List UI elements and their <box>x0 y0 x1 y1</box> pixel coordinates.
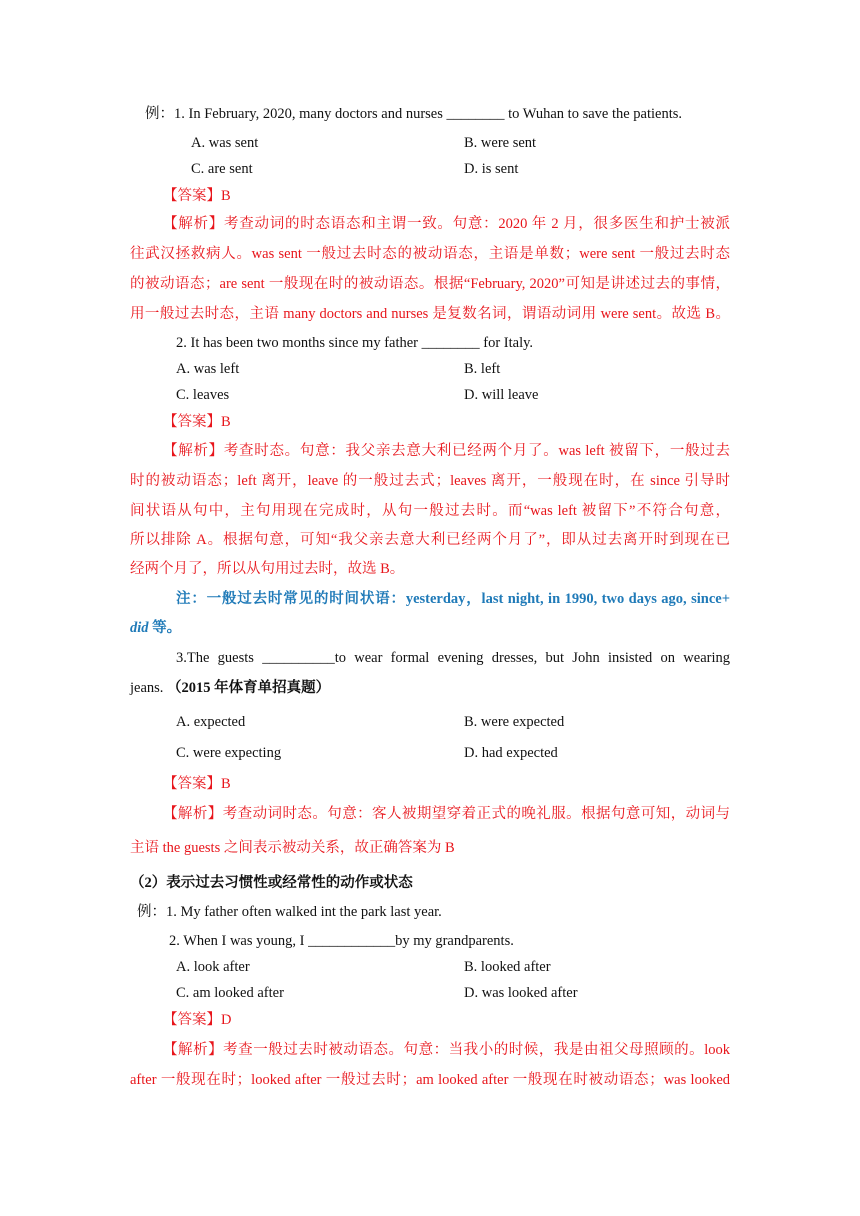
q2-stem: 2. It has been two months since my father ________ for Italy. <box>176 335 534 351</box>
example-prefix: 例： <box>137 904 166 920</box>
ex2-option-a: A. look after <box>176 959 250 975</box>
q2-analysis-line: 【解析】考查时态。句意：我父亲去意大利已经两个月了。was left 被留下，一般过去 <box>163 443 730 459</box>
note-italic-did: did <box>130 620 149 636</box>
q1-option-a: A. was sent <box>191 135 259 151</box>
ex2-answer: 【答案】D <box>163 1012 232 1028</box>
q2-option-c: C. leaves <box>176 387 230 403</box>
section2-example-2: 2. When I was young, I ____________by my grandparents. <box>169 933 514 949</box>
q2-analysis-line: 经两个月了，所以从句用过去时，故选 B。 <box>130 561 405 577</box>
q2-analysis-line: 所以排除 A。根据句意，可知“我父亲去意大利已经两个月了”，即从过去离开时到现在已 <box>130 532 730 548</box>
q1-stem <box>145 104 682 124</box>
q3-stem-end: jeans. <box>130 680 168 696</box>
example-1-text: 1. My father often walked int the park last year. <box>166 904 442 920</box>
q3-source: （2015 年体育单招真题） <box>167 680 331 696</box>
q3-option-b: B. were expected <box>464 714 565 730</box>
q2-analysis-line: 间状语从句中，主句用现在完成时，从句一般过去时。而“was left 被留下”不符合句意， <box>130 503 730 519</box>
ex2-option-b: B. looked after <box>464 959 551 975</box>
ex2-option-c: C. am looked after <box>176 985 284 1001</box>
q1-option-b: B. were sent <box>464 135 537 151</box>
q3-option-a: A. expected <box>176 714 246 730</box>
q3-option-d: D. had expected <box>464 745 558 761</box>
ex2-analysis-line: 【解析】考查一般过去时被动语态。句意：当我小的时候，我是由祖父母照顾的。look <box>163 1042 730 1058</box>
example-prefix: 例： <box>145 106 174 122</box>
section-heading: （2）表示过去习惯性或经常性的动作或状态 <box>130 875 413 891</box>
ex2-option-d: D. was looked after <box>464 985 578 1001</box>
section2-example-1 <box>137 902 442 922</box>
q2-option-d: D. will leave <box>464 387 539 403</box>
q1-option-c: C. are sent <box>191 161 253 177</box>
q1-analysis-line: 往武汉拯救病人。was sent 一般过去时态的被动语态，主语是单数；were sent 一般过去时态 <box>130 246 730 262</box>
q3-analysis-line: 主语 the guests 之间表示被动关系，故正确答案为 B <box>130 840 455 856</box>
q2-option-b: B. left <box>464 361 501 377</box>
q2-answer: 【答案】B <box>163 414 231 430</box>
q1-option-d: D. is sent <box>464 161 519 177</box>
ex2-analysis-line: after 一般现在时；looked after 一般过去时；am looked after 一般现在时被动语态；was looked <box>130 1072 730 1088</box>
note-line-2 <box>130 618 181 638</box>
note-line: 注：一般过去时常见的时间状语：yesterday，last night, in 1990, two days ago, since+ <box>176 591 730 607</box>
q3-option-c: C. were expecting <box>176 745 282 761</box>
q3-analysis-line: 【解析】考查动词时态。句意：客人被期望穿着正式的晚礼服。根据句意可知，动词与 <box>163 806 730 822</box>
q2-analysis-line: 时的被动语态；left 离开，leave 的一般过去式；leaves 离开，一般现在时，在 since 引导时 <box>130 473 730 489</box>
q1-stem-text: 1. In February, 2020, many doctors and nurses ________ to Wuhan to save the patients. <box>174 106 683 122</box>
q1-analysis-line: 的被动语态；are sent 一般现在时的被动语态。根据“February, 2020”可知是讲述过去的事情， <box>130 276 730 292</box>
q1-answer: 【答案】B <box>163 188 231 204</box>
q3-stem-line: 3.The guests __________to wear formal evening dresses, but John insisted on wearing <box>176 650 730 666</box>
note-suffix: 等。 <box>148 620 182 636</box>
q3-answer: 【答案】B <box>163 776 231 792</box>
q2-option-a: A. was left <box>176 361 240 377</box>
q3-stem-line-2 <box>130 678 330 698</box>
q1-analysis-line: 【解析】考查动词的时态语态和主谓一致。句意：2020 年 2 月，很多医生和护士被派 <box>163 216 730 232</box>
q1-analysis-line: 用一般过去时态，主语 many doctors and nurses 是复数名词，谓语动词用 were sent。故选 B。 <box>130 306 730 322</box>
